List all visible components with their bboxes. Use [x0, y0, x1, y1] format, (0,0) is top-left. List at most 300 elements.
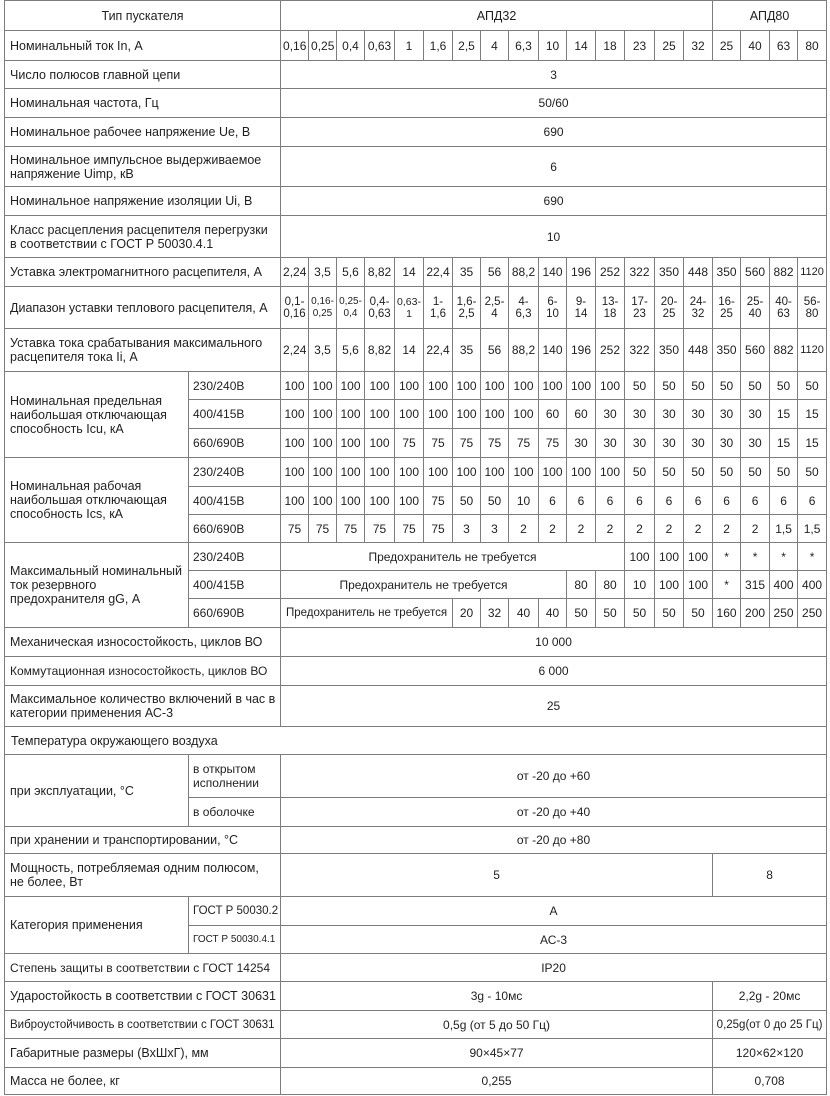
value-cell: 50: [596, 599, 625, 628]
value-cell: Предохранитель не требуется: [281, 571, 567, 599]
row-label: Мощность, потребляемая одним полюсом, не более, Вт: [5, 854, 281, 897]
value-cell: 252: [596, 258, 625, 287]
value-cell: 5,6: [337, 258, 365, 287]
value-cell: 80: [596, 571, 625, 599]
spec-row: [5, 89, 827, 118]
value-cell: 35: [453, 258, 481, 287]
row-label: Номинальное напряжение изоляции Ui, В: [5, 187, 281, 216]
value-cell: 250: [770, 599, 798, 628]
value-cell: 56: [481, 329, 509, 372]
value-cell: 15: [798, 400, 827, 429]
value-cell: 100: [281, 458, 309, 487]
value-cell: 50: [770, 372, 798, 400]
value-cell: 100: [365, 458, 395, 487]
value-cell: 100: [309, 429, 337, 458]
value-cell: 315: [741, 571, 770, 599]
value-cell: 100: [395, 400, 424, 429]
value-cell: 100: [337, 487, 365, 515]
value-cell: 0,4: [337, 31, 365, 61]
value-cell: [596, 287, 625, 329]
range-value: 0,4-0,63: [368, 295, 391, 320]
value-cell: 32: [481, 599, 509, 628]
spec-row: [5, 827, 827, 854]
value-cell: 100: [509, 400, 539, 429]
value-cell: 2,5: [453, 31, 481, 61]
value-cell: 3,5: [309, 329, 337, 372]
value-cell: 100: [309, 458, 337, 487]
value-cell: 30: [684, 429, 713, 458]
range-value: 0,1-0,16: [283, 295, 306, 320]
value-cell: 100: [365, 429, 395, 458]
value-cell: 100: [539, 458, 567, 487]
value-cell: 40: [539, 599, 567, 628]
value-cell: 75: [424, 515, 453, 543]
value-cell: 100: [481, 400, 509, 429]
value-cell: 196: [567, 258, 596, 287]
value-cell: 2,2g - 20мс: [713, 982, 827, 1011]
value-cell: 14: [395, 258, 424, 287]
row-label: Число полюсов главной цепи: [5, 61, 281, 89]
spec-row: [5, 118, 827, 147]
value-cell: 100: [684, 543, 713, 571]
value-cell: 100: [395, 487, 424, 515]
spec-row: [5, 1039, 827, 1068]
row-sublabel: 660/690В: [189, 599, 281, 628]
row-label: Категория применения: [5, 897, 189, 954]
value-cell: [424, 287, 453, 329]
value-cell: 322: [625, 329, 655, 372]
value-cell: [365, 287, 395, 329]
spec-table: [4, 0, 827, 1095]
row-label: Механическая износостойкость, циклов ВО: [5, 628, 281, 657]
range-value: 0,16-0,25: [311, 295, 334, 319]
value-cell: 50: [625, 372, 655, 400]
value-cell: 448: [684, 329, 713, 372]
section-row: [5, 727, 827, 755]
value-cell: 6: [684, 487, 713, 515]
value-cell: 100: [509, 372, 539, 400]
range-value: 2,5-4: [484, 295, 505, 320]
value-cell: 40: [741, 31, 770, 61]
value-cell: 8: [713, 854, 827, 897]
value-cell: 6: [798, 487, 827, 515]
value-cell: 30: [596, 400, 625, 429]
value-cell: 100: [337, 429, 365, 458]
value-cell: [395, 287, 424, 329]
value-cell: 75: [424, 487, 453, 515]
value-cell: 0,708: [713, 1068, 827, 1095]
value-cell: 50: [798, 372, 827, 400]
value-cell: 2: [684, 515, 713, 543]
range-value: 20-25: [660, 295, 678, 320]
value-cell: 3: [453, 515, 481, 543]
value-cell: 0,16: [281, 31, 309, 61]
value-cell: 30: [625, 400, 655, 429]
value-cell: 3,5: [309, 258, 337, 287]
range-value: 56-80: [803, 295, 821, 320]
value-cell: 75: [453, 429, 481, 458]
value-cell: 50: [655, 372, 684, 400]
value-cell: 32: [684, 31, 713, 61]
value-cell: 6: [596, 487, 625, 515]
value-cell: 100: [684, 571, 713, 599]
value-cell: 140: [539, 258, 567, 287]
range-value: 6-10: [546, 295, 559, 320]
spanned-value-cell: 25: [281, 686, 827, 727]
value-cell: 100: [481, 372, 509, 400]
value-cell: 400: [798, 571, 827, 599]
value-cell: [337, 287, 365, 329]
value-cell: 23: [625, 31, 655, 61]
spanned-value-cell: 690: [281, 187, 827, 216]
value-cell: 15: [770, 429, 798, 458]
spec-row: [5, 897, 827, 926]
spanned-value-cell: АС-3: [281, 926, 827, 954]
value-cell: 100: [281, 372, 309, 400]
row-sublabel: 400/415В: [189, 400, 281, 429]
value-cell: 14: [395, 329, 424, 372]
range-value: 16-25: [718, 295, 735, 320]
value-cell: 40: [509, 599, 539, 628]
value-cell: 100: [365, 372, 395, 400]
row-sublabel: 230/240В: [189, 458, 281, 487]
value-cell: 75: [509, 429, 539, 458]
header-type-label: Тип пускателя: [5, 1, 281, 31]
value-cell: 60: [539, 400, 567, 429]
spec-row: [5, 216, 827, 258]
value-cell: 200: [741, 599, 770, 628]
value-cell: 1,5: [798, 515, 827, 543]
value-cell: 6: [713, 487, 741, 515]
value-cell: 120×62×120: [713, 1039, 827, 1068]
spec-row: [5, 258, 827, 287]
value-cell: 0,63: [365, 31, 395, 61]
value-cell: 1120: [798, 329, 827, 372]
value-cell: 22,4: [424, 258, 453, 287]
row-label: Диапазон уставки теплового расцепителя, А: [5, 287, 281, 329]
value-cell: 3: [481, 515, 509, 543]
value-cell: Предохранитель не требуется: [281, 599, 453, 628]
value-cell: *: [713, 543, 741, 571]
value-cell: 6: [567, 487, 596, 515]
value-cell: 50: [798, 458, 827, 487]
value-cell: [798, 287, 827, 329]
row-sublabel: 400/415В: [189, 571, 281, 599]
row-label: Номинальная частота, Гц: [5, 89, 281, 118]
range-value: 0,25-0,4: [339, 295, 362, 319]
value-cell: 2: [625, 515, 655, 543]
spanned-value-cell: 90×45×77: [281, 1039, 713, 1068]
value-cell: 100: [281, 400, 309, 429]
value-cell: 100: [509, 458, 539, 487]
value-cell: 63: [770, 31, 798, 61]
value-cell: 100: [567, 458, 596, 487]
value-cell: 6: [539, 487, 567, 515]
row-sublabel: 400/415В: [189, 487, 281, 515]
value-cell: 2: [539, 515, 567, 543]
value-cell: 75: [539, 429, 567, 458]
row-label: Виброустойчивость в соответствии с ГОСТ 30631: [5, 1011, 281, 1039]
value-cell: [625, 287, 655, 329]
spec-row: [5, 657, 827, 686]
value-cell: 50: [655, 458, 684, 487]
value-cell: 14: [567, 31, 596, 61]
value-cell: 100: [309, 400, 337, 429]
value-cell: [509, 287, 539, 329]
spanned-value-cell: от -20 до +40: [281, 798, 827, 827]
row-label: Масса не более, кг: [5, 1068, 281, 1095]
row-label: Уставка тока срабатывания максимального расцепителя тока Ii, А: [5, 329, 281, 372]
spanned-value-cell: 3g - 10мс: [281, 982, 713, 1011]
value-cell: [567, 287, 596, 329]
value-cell: 50: [481, 487, 509, 515]
value-cell: 322: [625, 258, 655, 287]
value-cell: 30: [655, 400, 684, 429]
value-cell: 80: [798, 31, 827, 61]
header-apd32: АПД32: [281, 1, 713, 31]
value-cell: 2: [596, 515, 625, 543]
value-cell: 50: [741, 458, 770, 487]
value-cell: 196: [567, 329, 596, 372]
spec-row: [5, 187, 827, 216]
value-cell: 100: [309, 372, 337, 400]
spanned-value-cell: 0,255: [281, 1068, 713, 1095]
value-cell: 30: [741, 429, 770, 458]
value-cell: 10: [539, 31, 567, 61]
value-cell: 50: [713, 458, 741, 487]
value-cell: 882: [770, 329, 798, 372]
value-cell: 75: [481, 429, 509, 458]
range-value: 17-23: [631, 295, 648, 320]
value-cell: 100: [453, 458, 481, 487]
spanned-value-cell: от -20 до +80: [281, 827, 827, 854]
value-cell: 0,25g(от 0 до 25 Гц): [713, 1011, 827, 1039]
value-cell: 88,2: [509, 329, 539, 372]
value-cell: [453, 287, 481, 329]
spec-row: [5, 329, 827, 372]
value-cell: 30: [741, 400, 770, 429]
value-cell: 1: [395, 31, 424, 61]
header-apd80: АПД80: [713, 1, 827, 31]
range-value: 9-14: [574, 295, 588, 320]
value-cell: 2: [567, 515, 596, 543]
spec-row: [5, 372, 827, 400]
value-cell: 50: [684, 599, 713, 628]
spanned-value-cell: 10: [281, 216, 827, 258]
value-cell: 8,82: [365, 258, 395, 287]
value-cell: *: [798, 543, 827, 571]
value-cell: 88,2: [509, 258, 539, 287]
spec-row: [5, 954, 827, 982]
value-cell: [770, 287, 798, 329]
value-cell: 1,5: [770, 515, 798, 543]
value-cell: 100: [281, 487, 309, 515]
value-cell: 100: [567, 372, 596, 400]
value-cell: 75: [424, 429, 453, 458]
value-cell: 6: [655, 487, 684, 515]
spanned-value-cell: 6 000: [281, 657, 827, 686]
value-cell: 30: [655, 429, 684, 458]
value-cell: 50: [453, 487, 481, 515]
value-cell: 100: [539, 372, 567, 400]
value-cell: 56: [481, 258, 509, 287]
value-cell: 100: [625, 543, 655, 571]
row-label: Коммутационная износостойкость, циклов ВО: [5, 657, 281, 686]
value-cell: 20: [453, 599, 481, 628]
spec-row: [5, 686, 827, 727]
spanned-value-cell: 0,5g (от 5 до 50 Гц): [281, 1011, 713, 1039]
value-cell: 882: [770, 258, 798, 287]
value-cell: 30: [684, 400, 713, 429]
value-cell: 35: [453, 329, 481, 372]
value-cell: 100: [309, 487, 337, 515]
value-cell: 100: [365, 487, 395, 515]
spec-row: [5, 1011, 827, 1039]
spanned-value-cell: 6: [281, 147, 827, 187]
section-header: Температура окружающего воздуха: [5, 727, 827, 755]
value-cell: 50: [655, 599, 684, 628]
value-cell: 25: [713, 31, 741, 61]
row-sublabel: 660/690В: [189, 429, 281, 458]
range-value: 40-63: [775, 295, 792, 320]
row-label: Класс расцепления расцепителя перегрузки в соответствии с ГОСТ Р 50030.4.1: [5, 216, 281, 258]
value-cell: 250: [798, 599, 827, 628]
value-cell: 100: [453, 372, 481, 400]
value-cell: 1,6: [424, 31, 453, 61]
spec-row: [5, 628, 827, 657]
value-cell: 100: [453, 400, 481, 429]
value-cell: 50: [770, 458, 798, 487]
value-cell: 4: [481, 31, 509, 61]
value-cell: 75: [337, 515, 365, 543]
value-cell: 30: [625, 429, 655, 458]
value-cell: 100: [281, 429, 309, 458]
row-label: Ударостойкость в соответствии с ГОСТ 30631: [5, 982, 281, 1011]
spec-row: [5, 982, 827, 1011]
value-cell: 100: [424, 400, 453, 429]
value-cell: [713, 287, 741, 329]
value-cell: *: [713, 571, 741, 599]
value-cell: 80: [567, 571, 596, 599]
spanned-value-cell: 10 000: [281, 628, 827, 657]
value-cell: 350: [655, 329, 684, 372]
value-cell: 0,25: [309, 31, 337, 61]
range-value: 0,63-1: [397, 295, 421, 320]
value-cell: 2,24: [281, 329, 309, 372]
value-cell: 18: [596, 31, 625, 61]
row-label: Максимальное количество включений в час в категории применения АС-3: [5, 686, 281, 727]
value-cell: 50: [625, 458, 655, 487]
value-cell: 75: [281, 515, 309, 543]
spanned-value-cell: А: [281, 897, 827, 926]
value-cell: [309, 287, 337, 329]
value-cell: 30: [713, 400, 741, 429]
value-cell: 252: [596, 329, 625, 372]
spanned-value-cell: 50/60: [281, 89, 827, 118]
row-sublabel: 660/690В: [189, 515, 281, 543]
spec-row: [5, 61, 827, 89]
value-cell: 400: [770, 571, 798, 599]
value-cell: 1120: [798, 258, 827, 287]
value-cell: 100: [596, 372, 625, 400]
row-label: при хранении и транспортировании, °С: [5, 827, 281, 854]
value-cell: 15: [770, 400, 798, 429]
value-cell: 560: [741, 258, 770, 287]
value-cell: 100: [655, 571, 684, 599]
value-cell: 50: [713, 372, 741, 400]
value-cell: 75: [309, 515, 337, 543]
value-cell: 8,82: [365, 329, 395, 372]
spec-row: [5, 458, 827, 487]
value-cell: *: [770, 543, 798, 571]
spanned-value-cell: IP20: [281, 954, 827, 982]
spanned-value-cell: 3: [281, 61, 827, 89]
row-sublabel: ГОСТ Р 50030.4.1: [189, 926, 281, 954]
value-cell: 50: [625, 599, 655, 628]
value-cell: 25: [655, 31, 684, 61]
value-cell: 6: [770, 487, 798, 515]
value-cell: 30: [596, 429, 625, 458]
value-cell: [684, 287, 713, 329]
value-cell: 100: [395, 372, 424, 400]
value-cell: 6: [741, 487, 770, 515]
row-label: Степень защиты в соответствии с ГОСТ 14254: [5, 954, 281, 982]
row-label: Номинальное рабочее напряжение Ue, В: [5, 118, 281, 147]
value-cell: [741, 287, 770, 329]
value-cell: 350: [713, 329, 741, 372]
spec-row: [5, 1068, 827, 1095]
range-value: 24-32: [689, 295, 707, 320]
value-cell: 60: [567, 400, 596, 429]
row-label: Максимальный номинальный ток резервного предохранителя gG, А: [5, 543, 189, 628]
value-cell: 50: [684, 372, 713, 400]
value-cell: 15: [798, 429, 827, 458]
spec-row: [5, 543, 827, 571]
spanned-value-cell: 5: [281, 854, 713, 897]
value-cell: 2: [713, 515, 741, 543]
value-cell: 140: [539, 329, 567, 372]
value-cell: 100: [365, 400, 395, 429]
value-cell: 448: [684, 258, 713, 287]
value-cell: 75: [395, 429, 424, 458]
value-cell: 50: [567, 599, 596, 628]
range-value: 25-40: [746, 295, 764, 320]
value-cell: [481, 287, 509, 329]
row-label: Номинальная предельная наибольшая отключающая способность Icu, кА: [5, 372, 189, 458]
value-cell: 50: [741, 372, 770, 400]
value-cell: 10: [625, 571, 655, 599]
value-cell: 100: [337, 400, 365, 429]
value-cell: 50: [684, 458, 713, 487]
spec-row: [5, 147, 827, 187]
value-cell: 2: [509, 515, 539, 543]
value-cell: 100: [337, 458, 365, 487]
spec-row: [5, 31, 827, 61]
range-value: 1,6-2,5: [456, 295, 477, 320]
row-sublabel: 230/240В: [189, 372, 281, 400]
value-cell: [539, 287, 567, 329]
value-cell: 75: [365, 515, 395, 543]
value-cell: 30: [567, 429, 596, 458]
value-cell: 75: [395, 515, 424, 543]
row-label: при эксплуатации, °С: [5, 755, 189, 827]
spec-row: [5, 287, 827, 329]
row-label: Уставка электромагнитного расцепителя, А: [5, 258, 281, 287]
value-cell: 22,4: [424, 329, 453, 372]
value-cell: [281, 287, 309, 329]
row-label: Габаритные размеры (ВхШхГ), мм: [5, 1039, 281, 1068]
value-cell: 100: [337, 372, 365, 400]
